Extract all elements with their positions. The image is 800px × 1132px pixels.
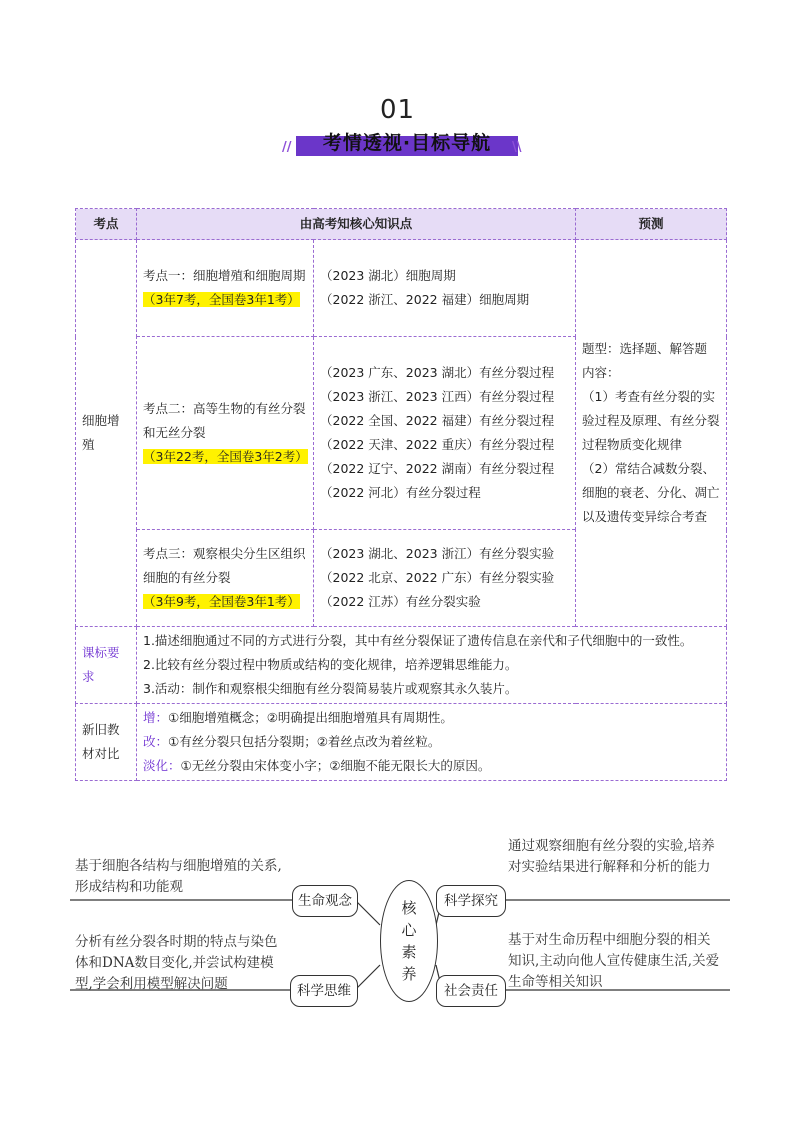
col-header: 预测 (576, 209, 727, 240)
point-name: 考点三：观察根尖分生区组织细胞的有丝分裂 (143, 546, 306, 585)
compare-item: 淡化：①无丝分裂由宋体变小字；②细胞不能无限长大的原因。 (143, 758, 491, 773)
prediction-cell: 题型：选择题、解答题 内容： （1）考查有丝分裂的实验过程及原理、有丝分裂过程物质变化规律 （2）常结合减数分裂、细胞的衰老、分化、凋亡以及遗传变异综合考查 (576, 240, 727, 627)
mindmap-text: 通过观察细胞有丝分裂的实验,培养对实验结果进行解释和分析的能力 (508, 838, 715, 875)
point-stat: （3年9考，全国卷3年1考） (143, 594, 300, 609)
mindmap-node: 生命观念 (292, 885, 358, 917)
col-header: 由高考知核心知识点 (137, 209, 576, 240)
mindmap-node: 科学思维 (290, 975, 358, 1007)
requirement-item: 3.活动：制作和观察根尖细胞有丝分裂简易装片或观察其永久装片。 (143, 681, 518, 696)
compare-item: 增：①细胞增殖概念；②明确提出细胞增殖具有周期性。 (143, 710, 453, 725)
decor-slash-left: // (282, 140, 292, 155)
point-name: 考点二：高等生物的有丝分裂和无丝分裂 (143, 401, 306, 440)
mindmap-text: 基于细胞各结构与细胞增殖的关系,形成结构和功能观 (75, 858, 282, 895)
compare-label: 新旧教材对比 (76, 704, 137, 781)
exam-cell: （2023 湖北）细胞周期 （2022 浙江、2022 福建）细胞周期 (314, 240, 576, 337)
decor-slash-right: \\ (512, 140, 522, 155)
requirement-item: 2.比较有丝分裂过程中物质或结构的变化规律，培养逻辑思维能力。 (143, 657, 518, 672)
mindmap-node: 科学探究 (436, 885, 506, 917)
exam-cell: （2023 广东、2023 湖北）有丝分裂过程（2023 浙江、2023 江西）有丝分裂过程（2022 全国、2022 福建）有丝分裂过程（2022 天津、2022 重庆）有丝分裂过程（2022 辽宁、2022 湖南）有丝分裂过程（2022 河北）有丝分裂过程 (314, 337, 576, 530)
requirement-label: 课标要求 (76, 627, 137, 704)
topic-cell: 细胞增殖 (76, 240, 137, 627)
mindmap-center (380, 880, 438, 1002)
section-title: 考情透视·目标导航 (322, 132, 492, 154)
mindmap-center-label: 核心素养 (401, 899, 417, 983)
requirement-item: 1.描述细胞通过不同的方式进行分裂，其中有丝分裂保证了遗传信息在亲代和子代细胞中的一致性。 (143, 633, 693, 648)
exam-cell: （2023 湖北、2023 浙江）有丝分裂实验（2022 北京、2022 广东）有丝分裂实验（2022 江苏）有丝分裂实验 (314, 530, 576, 627)
point-name: 考点一：细胞增殖和细胞周期 (143, 268, 306, 283)
section-number: 01 (380, 95, 416, 125)
mindmap-node: 社会责任 (436, 975, 506, 1007)
compare-item: 改：①有丝分裂只包括分裂期；②着丝点改为着丝粒。 (143, 734, 441, 749)
point-stat: （3年7考，全国卷3年1考） (143, 292, 300, 307)
col-header: 考点 (76, 209, 137, 240)
mindmap-text: 分析有丝分裂各时期的特点与染色体和DNA数目变化,并尝试构建模型,学会利用模型解决问题 (75, 934, 278, 992)
mindmap-text: 基于对生命历程中细胞分裂的相关知识,主动向他人宣传健康生活,关爱生命等相关知识 (508, 932, 720, 990)
point-stat: （3年22考，全国卷3年2考） (143, 449, 308, 464)
